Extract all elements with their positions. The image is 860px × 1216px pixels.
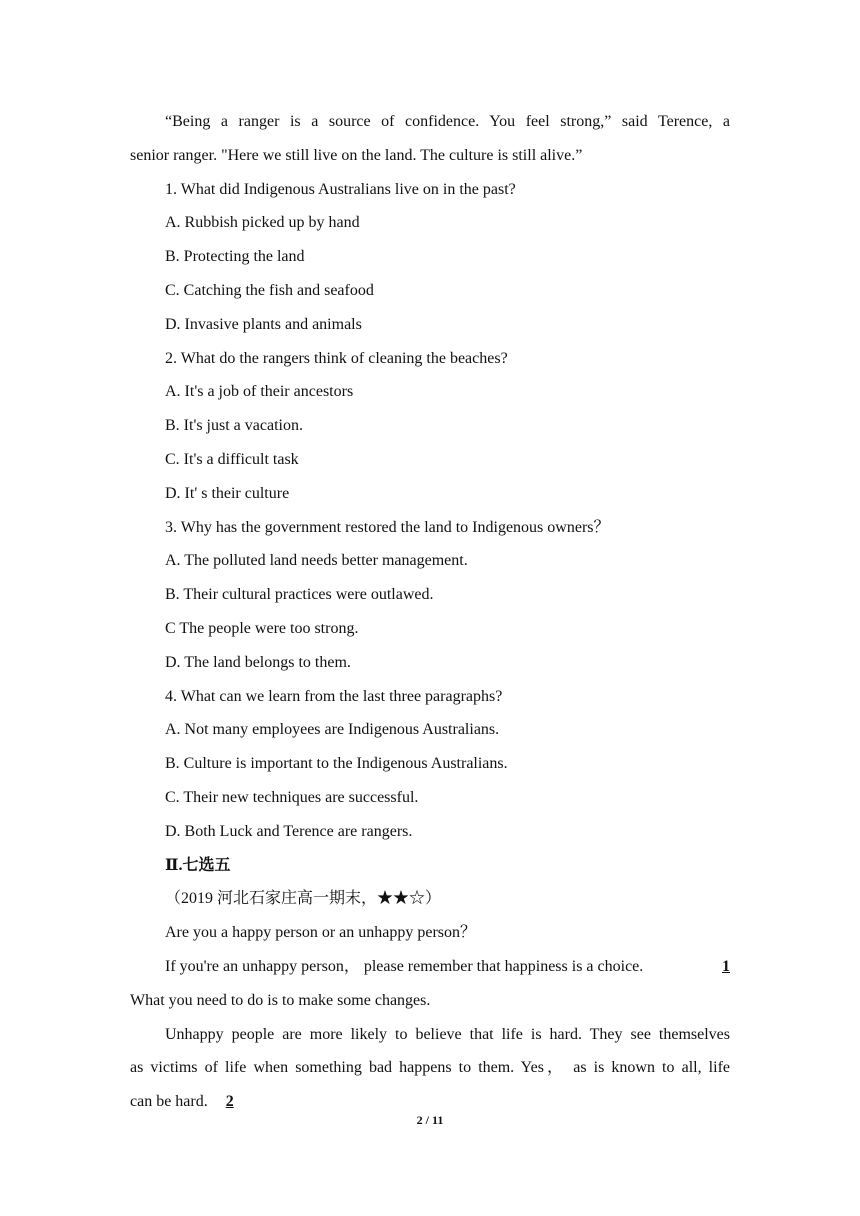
question-3-option-d: D. The land belongs to them. xyxy=(165,653,351,671)
section-paragraph-2-line-2: What you need to do is to make some changes. xyxy=(130,991,431,1009)
answer-blank-1: 1 xyxy=(722,957,730,975)
answer-blank-2: 2 xyxy=(225,1093,234,1111)
section-paragraph-3-line-2: as victims of life when something bad happens to them. Yes， as is known to all, life xyxy=(130,1059,730,1077)
question-4-option-a: A. Not many employees are Indigenous Australians. xyxy=(165,721,500,739)
quote-line-2: senior ranger. "Here we still live on the land. The culture is still alive.” xyxy=(130,146,583,164)
quote-line-1: “Being a ranger is a source of confidence. You feel strong,” said Terence, a xyxy=(165,113,730,130)
question-1: 1. What did Indigenous Australians live on in the past? xyxy=(165,180,516,198)
section-source: （2019 河北石家庄高一期末，★★☆） xyxy=(165,890,442,908)
section-paragraph-1: Are you a happy person or an unhappy person？ xyxy=(165,924,477,942)
section-heading: Ⅱ.七选五 xyxy=(165,856,231,874)
paragraph-2-text: If you're an unhappy person， please remember that happiness is a choice. xyxy=(165,957,644,975)
question-1-option-a: A. Rubbish picked up by hand xyxy=(165,214,360,232)
question-3-option-a: A. The polluted land needs better management. xyxy=(165,552,468,570)
question-2-option-b: B. It's just a vacation. xyxy=(165,417,303,435)
section-paragraph-2-line-1 xyxy=(130,950,730,984)
question-3: 3. Why has the government restored the land to Indigenous owners？ xyxy=(165,518,610,536)
question-1-option-d: D. Invasive plants and animals xyxy=(165,315,362,333)
document-page xyxy=(130,105,730,1119)
question-4-option-d: D. Both Luck and Terence are rangers. xyxy=(165,822,413,840)
question-2-option-c: C. It's a difficult task xyxy=(165,450,299,468)
question-3-option-b: B. Their cultural practices were outlawed. xyxy=(165,586,434,604)
question-4-option-b: B. Culture is important to the Indigenous Australians. xyxy=(165,755,508,773)
question-2: 2. What do the rangers think of cleaning the beaches? xyxy=(165,349,508,367)
section-paragraph-3-line-1: Unhappy people are more likely to believe that life is hard. They see themselves xyxy=(165,1025,730,1043)
question-3-option-c: C The people were too strong. xyxy=(165,619,359,637)
question-1-option-b: B. Protecting the land xyxy=(165,248,305,266)
question-2-option-d: D. It' s their culture xyxy=(165,484,290,502)
question-2-option-a: A. It's a job of their ancestors xyxy=(165,383,354,401)
page-number: 2 / 11 xyxy=(416,1113,444,1127)
question-4: 4. What can we learn from the last three paragraphs? xyxy=(165,687,503,705)
paragraph-3-text: can be hard. xyxy=(130,1093,208,1111)
question-4-option-c: C. Their new techniques are successful. xyxy=(165,788,419,806)
question-1-option-c: C. Catching the fish and seafood xyxy=(165,281,374,299)
